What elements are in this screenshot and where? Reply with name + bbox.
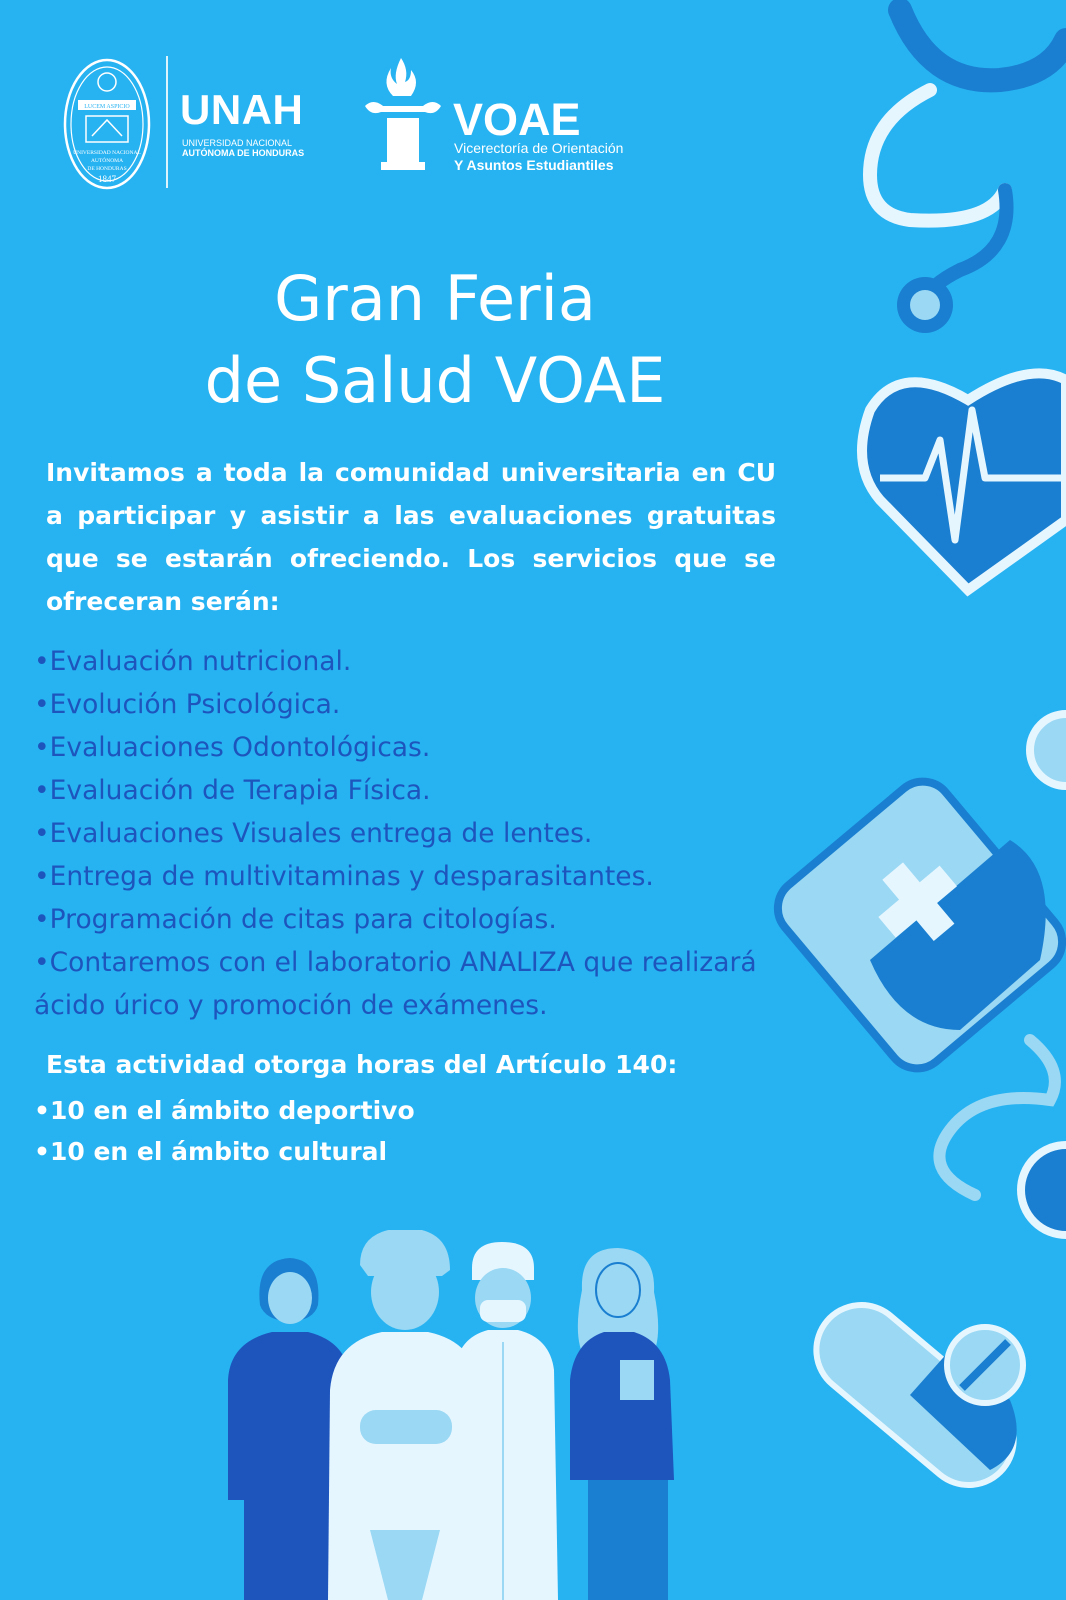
svg-text:DE HONDURAS: DE HONDURAS xyxy=(87,166,127,172)
service-item: • Evaluaciones Visuales entrega de lentes. xyxy=(34,812,774,855)
small-circle-icon xyxy=(1030,714,1066,786)
title-line2: de Salud VOAE xyxy=(204,344,666,417)
intro-paragraph: Invitamos a toda la comunidad universitaria en CU a participar y asistir a las evaluaciones gratuitas que se estarán ofreciendo. Los servicios que se ofreceran serán: xyxy=(46,458,776,616)
service-item: • Evaluación de Terapia Física. xyxy=(34,769,774,812)
svg-text:LUCEM ASPICIO: LUCEM ASPICIO xyxy=(84,104,130,110)
unah-logo xyxy=(62,56,307,192)
pill-tablet-icon xyxy=(947,1327,1023,1403)
service-item: • Evaluaciones Odontológicas. xyxy=(34,726,774,769)
hours-item: • 10 en el ámbito deportivo xyxy=(34,1090,415,1131)
service-item: • Contaremos con el laboratorio ANALIZA que realizará ácido úrico y promoción de exámenes. xyxy=(34,941,774,1027)
title-line1: Gran Feria xyxy=(274,262,596,335)
voae-wordmark: VOAE xyxy=(453,94,581,145)
svg-text:1847: 1847 xyxy=(98,174,116,184)
voae-logo xyxy=(363,56,633,180)
service-item: • Entrega de multivitaminas y desparasitantes. xyxy=(34,855,774,898)
hours-item: • 10 en el ámbito cultural xyxy=(34,1131,415,1172)
medical-staff-illustration xyxy=(210,1230,710,1600)
unah-seal-icon xyxy=(62,56,152,192)
page-title xyxy=(110,258,760,422)
stethoscope-icon xyxy=(870,10,1066,333)
unah-subtitle-line2: AUTÓNOMA DE HONDURAS xyxy=(182,148,305,158)
services-list xyxy=(34,640,774,1027)
svg-text:AUTÓNOMA: AUTÓNOMA xyxy=(90,158,124,164)
unah-subtitle xyxy=(182,138,304,158)
heart-pulse-icon xyxy=(862,373,1066,590)
voae-subtitle-line2: Y Asuntos Estudiantiles xyxy=(454,157,614,173)
hours-title: Esta actividad otorga horas del Artículo 140: xyxy=(46,1050,678,1079)
service-item: • Programación de citas para citologías. xyxy=(34,898,774,941)
unah-wordmark: UNAH xyxy=(180,86,304,133)
service-item: • Evolución Psicológica. xyxy=(34,683,774,726)
hours-list xyxy=(34,1090,415,1172)
logo-divider xyxy=(166,56,168,188)
svg-text:UNIVERSIDAD NACIONAL: UNIVERSIDAD NACIONAL xyxy=(73,150,141,156)
torch-column-icon xyxy=(363,56,443,176)
voae-subtitle-line1: Vicerectoría de Orientación xyxy=(454,140,624,156)
tube-icon xyxy=(939,1040,1066,1235)
doctor-figure xyxy=(328,1230,482,1600)
service-item: • Evaluación nutricional. xyxy=(34,640,774,683)
bandage-icon xyxy=(766,769,1066,1080)
unah-subtitle-line1: UNIVERSIDAD NACIONAL xyxy=(182,138,293,148)
nurse-right-figure xyxy=(570,1248,674,1600)
